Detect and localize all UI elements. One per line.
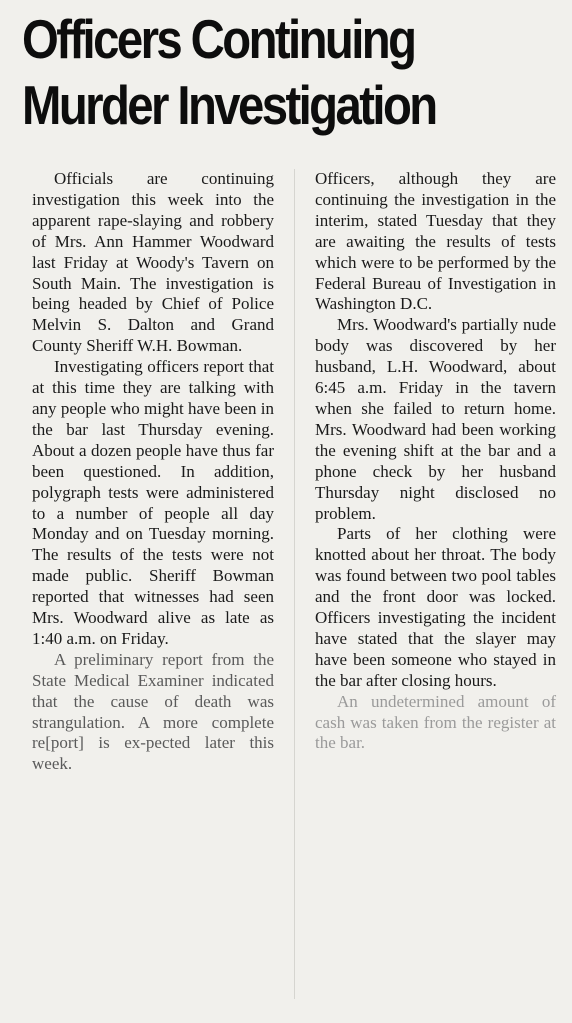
headline-line-1: Officers Continuing	[22, 8, 415, 70]
article-column-left	[32, 169, 274, 775]
paragraph: Mrs. Woodward's partially nude body was discovered by her husband, L.H. Woodward, about 6:45 a.m. Friday in the tavern when she failed to return home. Mrs. Woodward had been working the evening shift at the bar and a phone check by her husband Thursday night disclosed no problem.	[315, 315, 556, 523]
paragraph: An undetermined amount of cash was taken from the register at the bar.	[315, 691, 556, 753]
headline	[22, 6, 486, 138]
column-divider	[294, 169, 295, 999]
paragraph: Officials are continuing investigation this week into the apparent rape-slaying and robbery of Mrs. Ann Hammer Woodward last Friday at Woody's Tavern on South Main. The investigation is being headed by Chief of Police Melvin S. Dalton and Grand County Sheriff W.H. Bowman.	[32, 169, 274, 356]
article-column-right	[315, 169, 556, 754]
paragraph: Officers, although they are continuing the investigation in the interim, stated Tuesday that they are awaiting the results of tests which were to be performed by the Federal Bureau of Investigation in Washington D.C.	[315, 169, 556, 314]
paragraph: Parts of her clothing were knotted about her throat. The body was found between two pool tables and the front door was locked. Officers investigating the incident have stated that the slayer may have been someone who stayed in the bar after closing hours.	[315, 524, 556, 690]
headline-line-2: Murder Investigation	[22, 74, 436, 136]
paragraph: Investigating officers report that at this time they are talking with any people who might have been in the bar last Thursday evening. About a dozen people have thus far been questioned. In addition, polygraph tests were administered to a number of people all day Monday and on Tuesday morning. The results of the tests were not made public. Sheriff Bowman reported that witnesses had seen Mrs. Woodward alive as late as 1:40 a.m. on Friday.	[32, 357, 274, 648]
paragraph: A preliminary report from the State Medical Examiner indicated that the cause of death was strangulation. A more complete re[port] is ex-pected later this week.	[32, 649, 274, 774]
